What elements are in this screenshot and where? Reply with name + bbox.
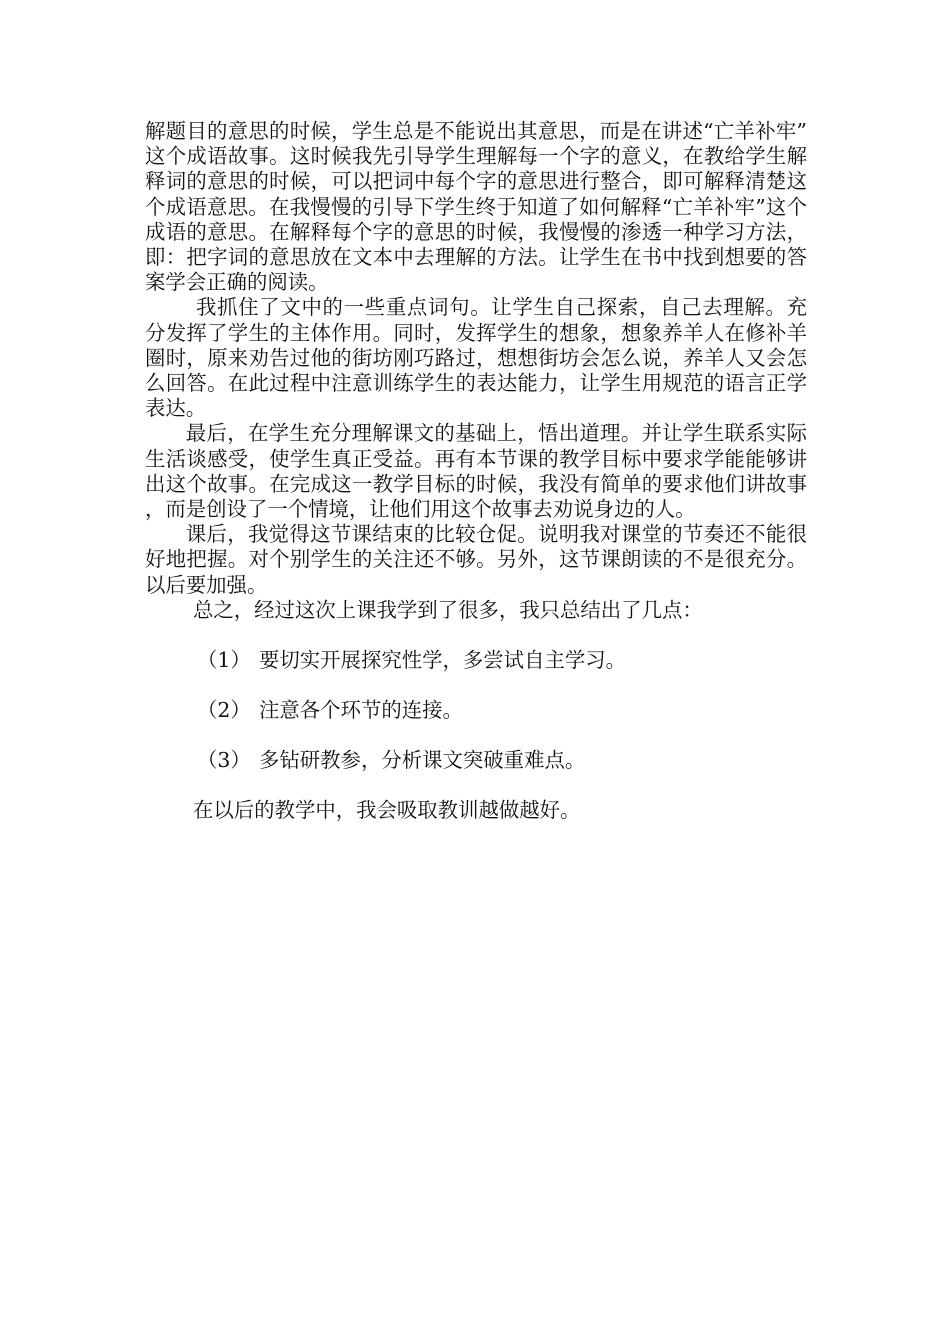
paragraph-continuation: 解题目的意思的时候，学生总是不能说出其意思，而是在讲述“亡羊补牢”这个成语故事。这时候我先引导学生理解每一个字的意义，在教给学生解释词的意思的时候，可以把词中每个字的意思进行整合，即可解释清楚这个成语意思。在我慢慢的引导下学生终于知道了如何解释“亡羊补牢”这个成语的意思。在解释每个字的意思的时候，我慢慢的渗透一种学习方法，即：把字词的意思放在文本中去理解的方法。让学生在书中找到想要的答案学会正确的阅读。 [145,119,807,295]
paragraph-conclusion: 最后，在学生充分理解课文的基础上，悟出道理。并让学生联系实际生活谈感受，使学生真正受益。再有本节课的教学目标中要求学能能够讲出这个故事。在完成这一教学目标的时候，我没有简单的要求他们讲故事，而是创设了一个情境，让他们用这个故事去劝说身边的人。 [145,421,807,522]
list-item [145,648,807,673]
list-item-text: 多钻研教参，分析课文突破重难点。 [259,748,586,773]
list-item-text: 注意各个环节的连接。 [259,698,463,723]
list-item-text: 要切实开展探究性学，多尝试自主学习。 [259,648,627,673]
list-item-marker: （1） [197,648,251,673]
paragraph-reflection: 课后，我觉得这节课结束的比较仓促。说明我对课堂的节奏还不能很好地把握。对个别学生的关注还不够。另外，这节课朗读的不是很充分。以后要加强。 [145,522,807,597]
document-body [145,119,807,823]
summary-line: 总之，经过这次上课我学到了很多，我只总结出了几点： [193,597,703,622]
list-item [145,698,807,723]
list-item-marker: （3） [197,748,251,773]
paragraph-key-words: 我抓住了文中的一些重点词句。让学生自己探索，自己去理解。充分发挥了学生的主体作用。同时，发挥学生的想象，想象养羊人在修补羊圈时，原来劝告过他的街坊刚巧路过，想想街坊会怎么说，养羊人又会怎么回答。在此过程中注意训练学生的表达能力，让学生用规范的语言正学表达。 [145,295,807,421]
summary-points-list [145,648,807,774]
list-item [145,748,807,773]
list-item-marker: （2） [197,698,251,723]
closing-line: 在以后的教学中，我会吸取教训越做越好。 [193,797,581,822]
